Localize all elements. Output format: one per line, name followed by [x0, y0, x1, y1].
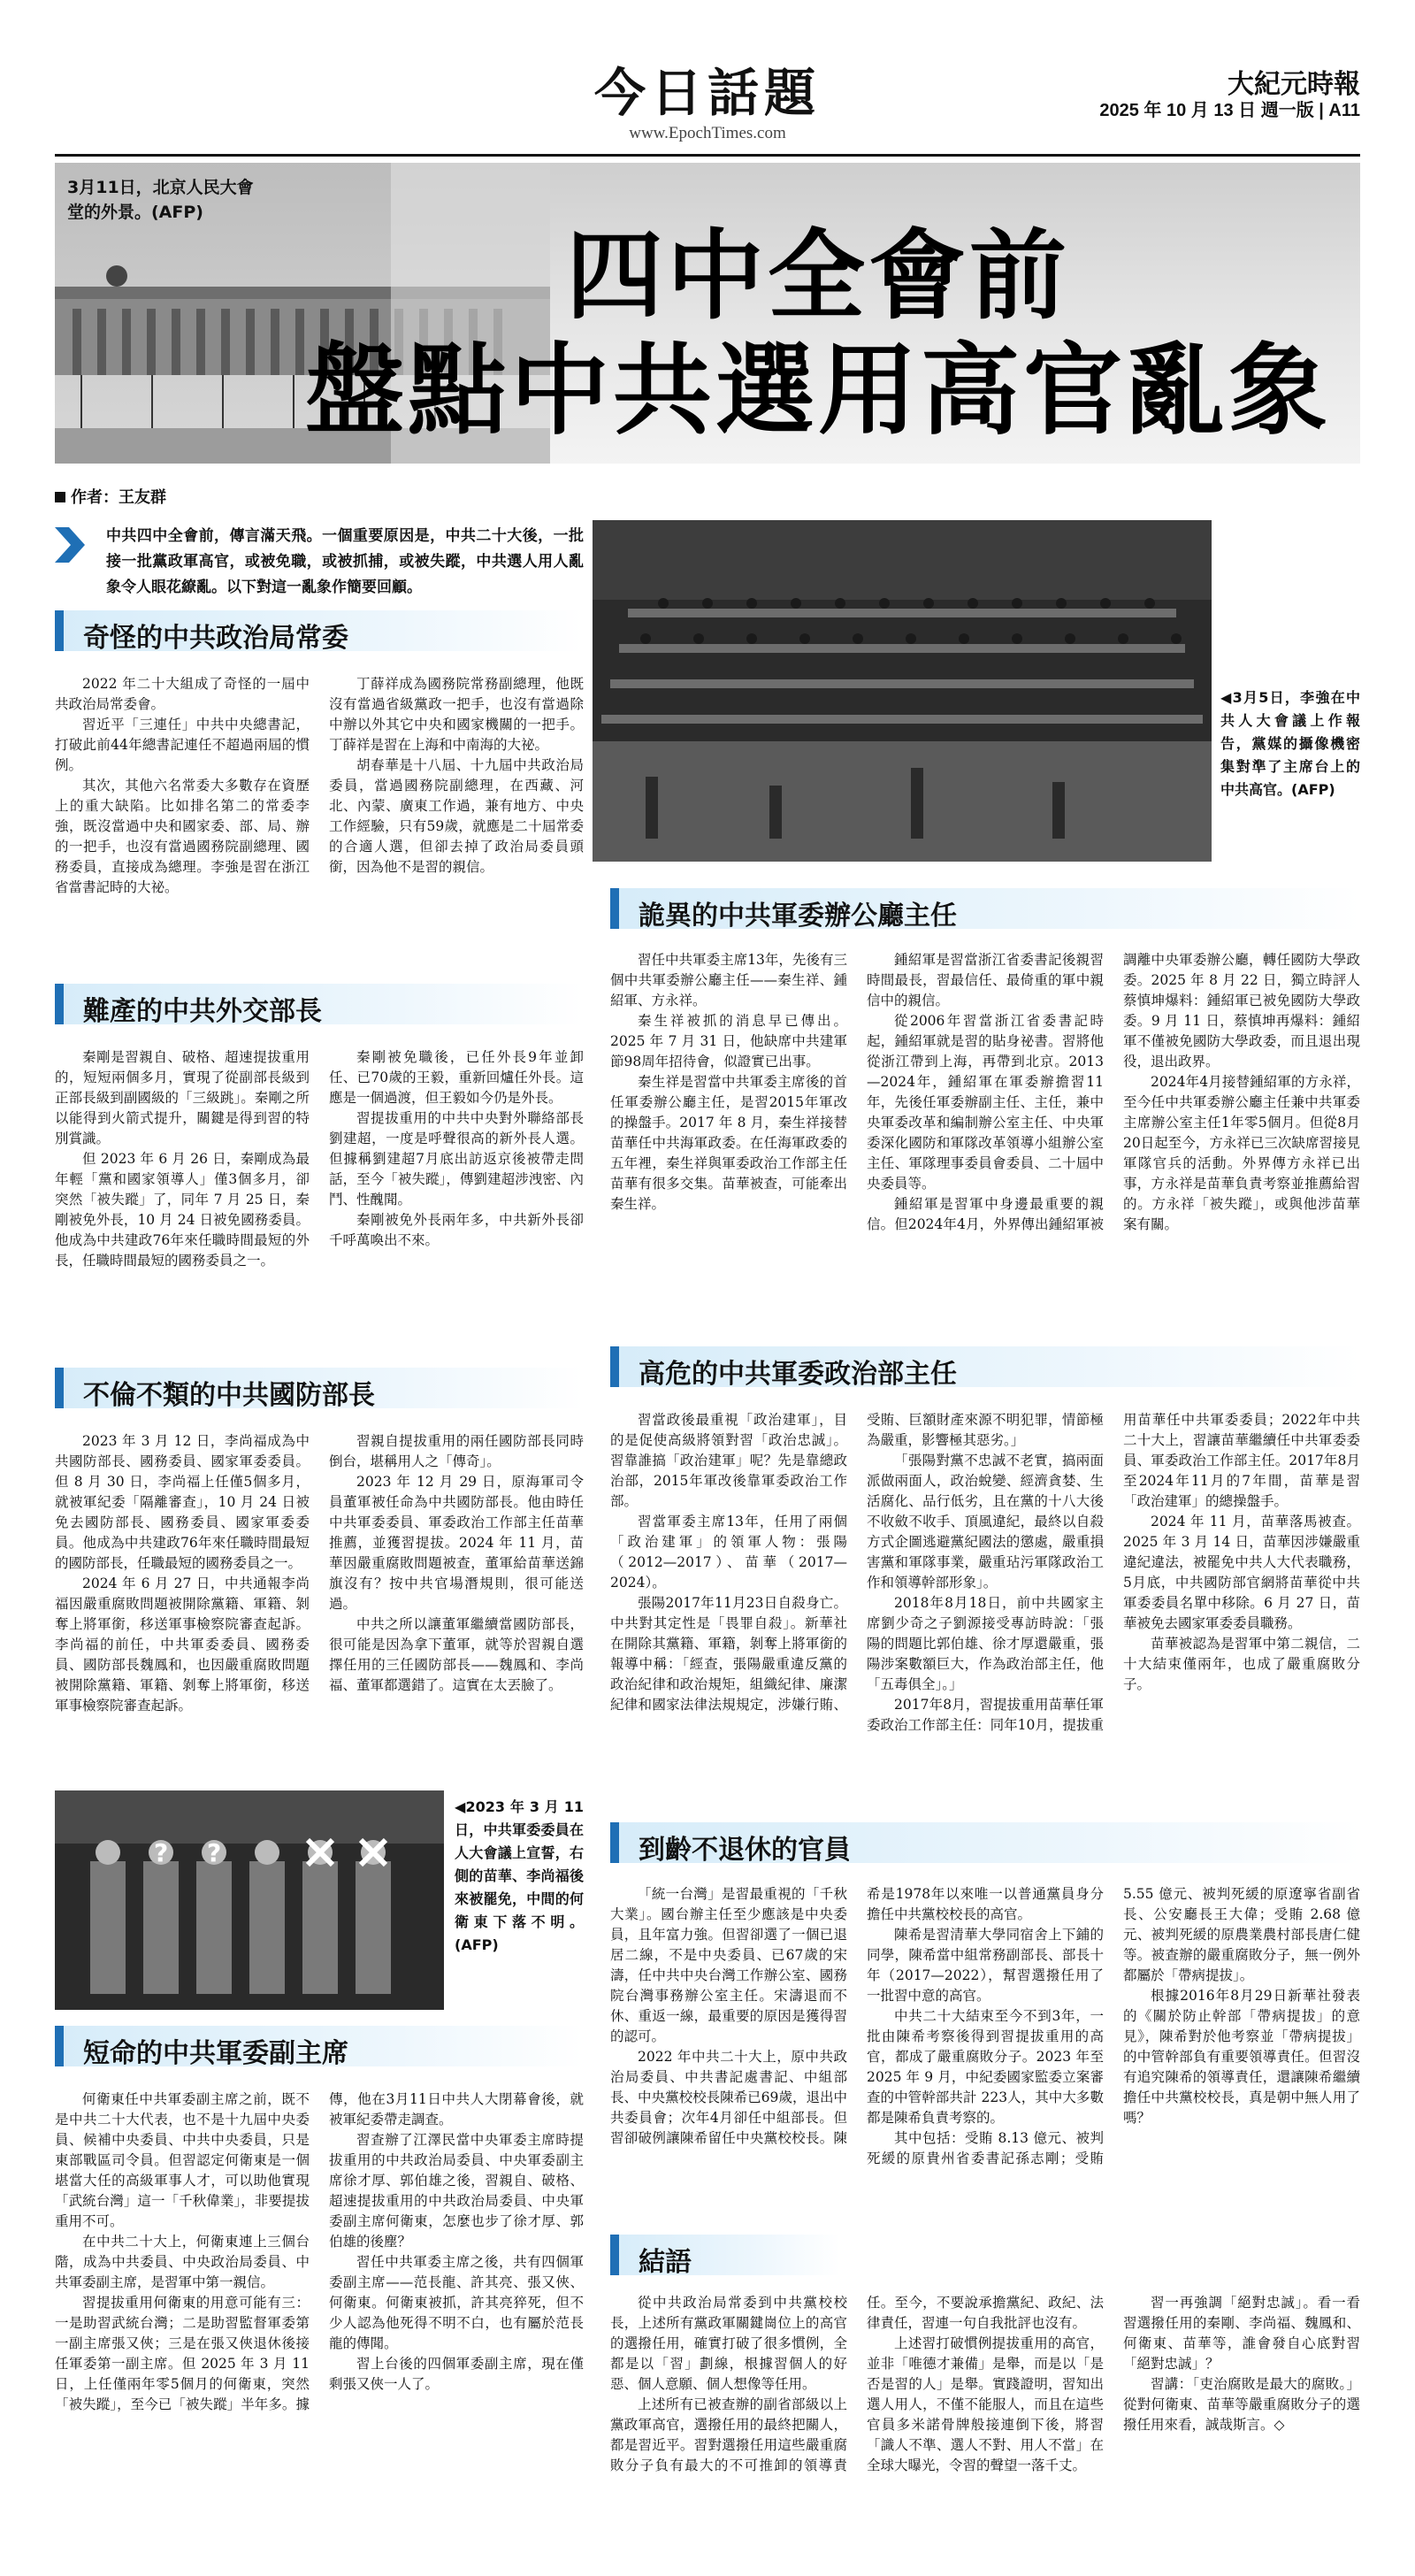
paragraph: 丁薛祥成為國務院常務副總理，他既沒有當過省級黨政一把手，也沒有當過除中辦以外其它中央和國家機關的一把手。丁薛祥是習在上海和中南海的大祕。 — [329, 676, 584, 753]
section-title: 奇怪的中共政治局常委 — [83, 623, 348, 654]
paragraph: 習提拔重用的中共中央對外聯絡部長劉建超，一度是呼聲很高的新外長人選。但據稱劉建超7月底出訪返京後被帶走問話，至今「被失蹤」，傳劉建超涉洩密、內鬥、性醜聞。 — [329, 1110, 584, 1208]
section-header — [55, 610, 584, 654]
paragraph: 「統一台灣」是習最重視的「千秋大業」。國台辦主任至少應該是中央委員，且年富力強。但習卻選了一個已退居二線，不是中央委員、已67歲的宋濤，任中共中央台灣工作辦公室、國務院台灣事務辦公室主任。宋濤退而不休、重返一線，最重要的原因是獲得習的認可。 — [610, 1886, 847, 2044]
section-bar — [55, 1368, 64, 1408]
section-header — [55, 1368, 584, 1411]
paragraph: 何衛東任中共軍委副主席之前，既不是中共二十大代表，也不是十九屆中央委員、候補中央委員、中共中央委員，只是東部戰區司令員。但習認定何衛東是一個堪當大任的高級軍事人才，可以助他實現「武統台灣」這一「千秋偉業」，非要提拔重用不可。 — [55, 2091, 310, 2229]
paragraph: 秦生祥被抓的消息早已傳出。2025 年 7 月 31 日，他缺席中共建軍節98周年招待會，似證實已出事。 — [610, 1013, 847, 1070]
paragraph: 根據2016年8月29日新華社發表的《關於防止幹部「帶病提拔」的意見》，陳希對於他考察並「帶病提拔」的中管幹部負有重要領導責任。但習沒有追究陳希的領導責任，還讓陳希繼續擔任中共黨校校長，真是朝中無人用了嗎？ — [1123, 1988, 1360, 2126]
section-header — [55, 2026, 584, 2069]
paragraph: 習任中共軍委主席之後，共有四個軍委副主席——范長龍、許其亮、張又俠、何衛東。何衛東被抓，許其亮猝死，但不少人認為他死得不明不白，也有屬於范長龍的傳聞。 — [329, 2254, 584, 2351]
paragraph: 陳希是習清華大學同宿舍上下鋪的同學，陳希當中組常務副部長、部長十年（2017—2022），幫習選撥任用了一批習中意的高官。 — [867, 1927, 1104, 2004]
paragraph: 其中包括：受賄 8.13 億元、被判死緩的原貴州省委書記孫志剛；受賄 5.55 億元、被判死緩的原遼寧省副省長、公安廳長王大偉；受賄 2.68 億元、被判死緩的原農業農村部長唐仁健等。被查辦的嚴重腐敗分子，無一例外都屬於「帶病提拔」。 — [867, 1886, 1360, 2166]
byline-square-icon — [55, 492, 65, 502]
byline-text: 作者：王友群 — [71, 488, 166, 507]
paragraph: 習提拔重用何衛東的用意可能有三：一是助習武統台灣；二是助習監督軍委第一副主席張又俠；三是在張又俠退休後接任軍委第一副主席。但 2025 年 3 月 11 日，上任僅兩年零5個月的何衛東，突然「被失蹤」，至今已「被失蹤」半年多。據傳，他在3月11日中共人大閉幕會後，就被軍紀委帶走調查。 — [55, 2091, 584, 2412]
paragraph: 習當政後最重視「政治建軍」，目的是促使高級將領對習「政治忠誠」。習靠誰搞「政治建軍」呢？先是靠總政治部，2015年軍改後靠軍委政治工作部。 — [610, 1412, 847, 1509]
paragraph: 習任中共軍委主席13年，先後有三個中共軍委辦公廳主任——秦生祥、鍾紹軍、方永祥。 — [610, 952, 847, 1008]
paragraph: 秦剛是習親自、破格、超速提拔重用的，短短兩個多月，實現了從副部長級到正部長級到副國級的「三級跳」。秦剛之所以能得到火箭式提升，關鍵是得到習的特別賞識。 — [55, 1049, 310, 1146]
paragraph: 2024 年 11 月，苗華落馬被查。2025 年 3 月 14 日，苗華因涉嫌嚴重違紀違法，被罷免中共人大代表職務，5月底，中共國防部官網將苗華從中共軍委委員名單中移除。6 月 27 日，苗華被免去國家軍委委員職務。 — [1123, 1514, 1360, 1631]
paragraph: 習講：「吏治腐敗是最大的腐敗。」從對何衛東、苗華等嚴重腐敗分子的選撥任用來看，誠哉斯言。◇ — [1123, 2376, 1360, 2433]
article-body — [55, 674, 584, 952]
section-bar — [55, 610, 64, 651]
article-body — [610, 1410, 1360, 1805]
section-bar — [55, 984, 64, 1024]
paragraph: 中共之所以讓董軍繼續當國防部長，很可能是因為拿下董軍，就等於習親自選擇任用的三任國防部長——魏鳳和、李尚福、董軍都選錯了。這實在太丟臉了。 — [329, 1616, 584, 1693]
paragraph: 在中共二十大上，何衛東連上三個台階，成為中共委員、中央政治局委員、中共軍委副主席，是習軍中第一親信。 — [55, 2234, 310, 2290]
section-header — [610, 888, 1360, 932]
congress-photo-image — [593, 520, 1212, 862]
military-oath-photo — [55, 1790, 444, 2010]
section-header — [55, 984, 584, 1027]
section-header — [610, 2235, 840, 2278]
paragraph: 「張陽對黨不忠誠不老實，搞兩面派做兩面人，政治蛻變、經濟貪婪、生活腐化、品行低劣，且在黨的十八大後不收斂不收手、頂風違紀，最終以自殺方式企圖逃避黨紀國法的懲處，嚴重損害黨和軍隊事業，嚴重玷污軍隊政治工作和領導幹部形象」。 — [867, 1453, 1104, 1591]
paragraph: 上述習打破慣例提拔重用的高官，並非「唯德才兼備」是舉，而是以「是否是習的人」是舉。實踐證明，習知出選人用人，不僅不能服人，而且在這些官員多米諾骨牌般接連倒下後，將習「識人不準、選人不對、用人不當」在全球大曝光，令習的聲望一落千丈。 — [867, 2335, 1104, 2473]
hero-caption: 3月11日，北京人民大會堂的外景。(AFP) — [67, 178, 254, 222]
section-bar — [610, 1822, 619, 1863]
headline-line-2: 盤點中共選用高官亂象 — [305, 333, 1331, 448]
masthead — [55, 0, 1360, 157]
paragraph: 2018年8月18日，前中共國家主席劉少奇之子劉源接受專訪時說：「張陽的問題比郭伯雄、徐才厚還嚴重，張陽涉案數額巨大，作為政治部主任，他「五毒俱全」。」 — [867, 1595, 1104, 1692]
site-url[interactable]: www.EpochTimes.com — [629, 124, 786, 142]
paragraph: 習上台後的四個軍委副主席，現在僅剩張又俠一人了。 — [329, 2356, 584, 2392]
chevron-right-icon — [55, 527, 90, 563]
paragraph: 胡春華是十八屆、十九屆中共政治局委員，當過國務院副總理，在西藏、河北、內蒙、廣東工作過，兼有地方、中央工作經驗，只有59歲，就應是二十屆常委的合適人選，但卻去掉了政治局委員頭銜，因為他不是習的親信。 — [329, 757, 584, 875]
congress-photo-caption: ◀3月5日，李強在中共人大會議上作報告，黨媒的攝像機密集對準了主席台上的中共高官。(AFP) — [1220, 689, 1360, 798]
paragraph: 上述所有已被查辦的副省部級以上黨政軍高官，選撥任用的最終把關人，都是習近平。習對選撥任用這些嚴重腐敗分子負有最大的不可推卸的領導責任。至今，不要說承擔黨紀、政紀、法律責任，習連一句自我批評也沒有。 — [610, 2295, 1104, 2473]
paragraph: 秦剛被免外長兩年多，中共新外長卻千呼萬喚出不來。 — [329, 1212, 584, 1248]
section-title: 難產的中共外交部長 — [83, 996, 322, 1027]
paragraph: 中共二十大結束至今不到3年，一批由陳希考察後得到習提拔重用的高官，都成了嚴重腐敗分子。2023 年至 2025 年 9 月，中紀委國家監委立案審查的中管幹部共計 223人，其中大多數都是陳希負責考察的。 — [867, 2008, 1104, 2126]
section-header — [610, 1822, 1360, 1866]
article-body — [55, 1047, 584, 1345]
paragraph: 從中共政治局常委到中共黨校校長，上述所有黨政軍關鍵崗位上的高官的選撥任用，確實打破了很多慣例，全都是以「習」劃線，根據習個人的好惡、個人意願、個人想像等任用。 — [610, 2295, 847, 2392]
paragraph: 鍾紹軍是習當浙江省委書記後親習時間最長，習最信任、最倚重的軍中親信中的親信。 — [867, 952, 1104, 1008]
paragraph: 張陽2017年11月23日自殺身亡。中共對其定性是「畏罪自殺」。新華社在開除其黨籍、軍籍，剝奪上將軍銜的報導中稱：「經查，張陽嚴重違反黨的政治紀律和政治規矩，組織紀律、廉潔紀律和國家法律法規規定，涉嫌行賄、受賄、巨額財產來源不明犯罪，情節極為嚴重，影響極其惡劣。」 — [610, 1412, 1104, 1713]
byline — [55, 485, 166, 508]
paragraph: 2023 年 12 月 29 日，原海軍司令員董軍被任命為中共國防部長。他由時任中共軍委委員、軍委政治工作部主任苗華推薦，並獲習提拔。2024 年 11 月，苗華因嚴重腐敗問題被查，董軍給苗華送錦旗沒有？按中共官場潛規則，很可能送過。 — [329, 1474, 584, 1612]
newspaper-logo: 大紀元時報 — [1228, 69, 1360, 100]
section-title: 結語 — [639, 2247, 692, 2278]
section-bar — [610, 888, 619, 929]
paragraph: 習近平「三連任」中共中央總書記，打破此前44年總書記連任不超過兩屆的慣例。 — [55, 717, 310, 773]
section-title: 到齡不退休的官員 — [639, 1835, 851, 1866]
paragraph: 2024年4月接替鍾紹軍的方永祥，至今任中共軍委辦公廳主任兼中共軍委主席辦公室主任1年零5個月。但從8月20日起至今，方永祥已三次缺席習接見軍隊官兵的活動。外界傳方永祥已出事，方永祥是苗華負責考察並推薦給習的。方永祥「被失蹤」，或與他涉苗華案有關。 — [1123, 1074, 1360, 1232]
date-line: 2025 年 10 月 13 日 週一版 | A11 — [1099, 101, 1360, 120]
article-body — [610, 1884, 1360, 2226]
section-header — [610, 1346, 1360, 1390]
paragraph: 從2006年習當浙江省委書記時起，鍾紹軍就是習的貼身祕書。習將他從浙江帶到上海，再帶到北京。2013—2024年，鍾紹軍在軍委辦擔習11年，先後任軍委辦副主任、主任，兼中央軍委改革和編制辦公室主任、中央軍委深化國防和軍隊改革領導小組辦公室主任、軍隊理事委員會委員、二十屆中央委員等。 — [867, 1013, 1104, 1192]
article-body — [55, 1431, 584, 1778]
article-body — [55, 2089, 584, 2549]
section-bar — [55, 2026, 64, 2066]
svg-text:?: ? — [154, 1838, 169, 1867]
section-bar — [610, 1346, 619, 1387]
paragraph: 2024 年 6 月 27 日，中共通報李尚福因嚴重腐敗問題被開除黨籍、軍籍、剝奪上將軍銜，移送軍事檢察院審查起訴。李尚福的前任，中共軍委委員、國務委員、國防部長魏鳳和，也因嚴重腐敗問題被開除黨籍、軍籍、剝奪上將軍銜，移送軍事檢察院審查起訴。 — [55, 1576, 310, 1714]
section-bar — [610, 2235, 619, 2275]
paragraph: 其次，其他六名常委大多數存在資歷上的重大缺陷。比如排名第二的常委李強，既沒當過中央和國家委、部、局、辦的一把手，也沒有當過國務院副總理、國務委員，直接成為總理。李強是習在浙江省當書記時的大祕。 — [55, 778, 310, 895]
military-oath-image — [55, 1790, 444, 2010]
svg-text:?: ? — [207, 1838, 222, 1867]
article-body — [610, 2293, 1360, 2549]
paragraph: 但 2023 年 6 月 26 日，秦剛成為最年輕「黨和國家領導人」僅3個多月，卻突然「被失蹤」了，同年 7 月 25 日，秦剛被免外長，10 月 24 日被免國務委員。他成為中共建政76年來任職時間最短的外長，任職時間最短的國務委員之一。 — [55, 1151, 310, 1269]
paragraph: 秦生祥是習當中共軍委主席後的首任軍委辦公廳主任，是習2015年軍改的操盤手。2017 年 8 月，秦生祥接替苗華任中共海軍政委。在任海軍政委的五年裡，秦生祥與軍委政治工作部主任苗華有很多交集。苗華被查，可能牽出秦生祥。 — [610, 1074, 847, 1212]
section-title: 短命的中共軍委副主席 — [83, 2038, 348, 2069]
congress-photo — [593, 520, 1212, 862]
paragraph: 2017年8月，習提拔重用苗華任軍委政治工作部主任：同年10月，提拔重用苗華任中共軍委委員；2022年中共二十大上，習讓苗華繼續任中共軍委委員、軍委政治工作部主任。2017年8月至2024年11月的7年間，苗華是習「政治建軍」的總操盤手。 — [867, 1412, 1360, 1733]
paragraph: 習查辦了江澤民當中央軍委主席時提拔重用的中共政治局委員、中央軍委副主席徐才厚、郭伯雄之後，習親自、破格、超速提拔重用的中共政治局委員、中央軍委副主席何衛東，怎麼也步了徐才厚、郭伯雄的後塵？ — [329, 2132, 584, 2250]
paragraph: 2022 年中共二十大上，原中共政治局委員、中共書記處書記、中組部長、中央黨校校長陳希已69歲，退出中共委員會；次年4月卻任中組部長。但習卻破例讓陳希留任中央黨校校長。陳希是1978年以來唯一以普通黨員身分擔任中共黨校校長的高官。 — [610, 1886, 1104, 2146]
masthead-rule — [55, 154, 1360, 157]
paragraph: 苗華被認為是習軍中第二親信，二十大結束僅兩年，也成了嚴重腐敗分子。 — [1123, 1636, 1360, 1692]
paragraph: 習一再強調「絕對忠誠」。看一看習選撥任用的秦剛、李尚福、魏鳳和、何衛東、苗華等，誰會發自心底對習「絕對忠誠」？ — [1123, 2295, 1360, 2372]
paragraph: 秦剛被免職後，已任外長9年並卸任、已70歲的王毅，重新回爐任外長。這應是一個過渡，但王毅如今仍是外長。 — [329, 1049, 584, 1106]
lede-block — [55, 524, 584, 602]
hero-banner — [55, 163, 1360, 464]
lede-text: 中共四中全會前，傳言滿天飛。一個重要原因是，中共二十大後，一批接一批黨政軍高官，或被免職，或被抓捕，或被失蹤，中共選人用人亂象令人眼花繚亂。以下對這一亂象作簡要回顧。 — [106, 527, 584, 596]
section-title: 高危的中共軍委政治部主任 — [639, 1359, 957, 1390]
paragraph: 2023 年 3 月 12 日，李尚福成為中共國防部長、國務委員、國家軍委委員。但 8 月 30 日，李尚福上任僅5個多月，就被軍紀委「隔離審查」，10 月 24 日被免去國防部長、國務委員、國家軍委委員。他成為中共建政76年來任職時間最短的國防部長，任職最短的國務委員之一。 — [55, 1433, 310, 1571]
paragraph: 2022 年二十大組成了奇怪的一屆中共政治局常委會。 — [55, 676, 310, 712]
military-oath-caption: ◀2023 年 3 月 11日，中共軍委委員在人大會議上宣誓，右側的苗華、李尚福後來被罷免，中間的何衛東下落不明。(AFP) — [455, 1798, 584, 1953]
paragraph: 鍾紹軍是習軍中身邊最重要的親信。但2024年4月，外界傳出鍾紹軍被調離中央軍委辦公廳，轉任國防大學政委。2025 年 8 月 22 日，獨立時評人蔡慎坤爆料：鍾紹軍已被免國防大學政委。9 月 11 日，蔡慎坤再爆料：鍾紹軍不僅被免國防大學政委，而且退出現役，退出政界。 — [867, 952, 1360, 1232]
section-title: 詭異的中共軍委辦公廳主任 — [639, 901, 957, 932]
section-title: 不倫不類的中共國防部長 — [83, 1380, 375, 1411]
paragraph: 習當軍委主席13年，任用了兩個「政治建軍」的領軍人物：張陽（2012—2017）、苗華（2017—2024）。 — [610, 1514, 847, 1591]
section-title: 今日話題 — [593, 63, 821, 123]
article-body — [610, 950, 1360, 1322]
headline-line-1: 四中全會前 — [566, 218, 1070, 333]
paragraph: 習親自提拔重用的兩任國防部長同時倒台，堪稱用人之「傳奇」。 — [329, 1433, 584, 1469]
